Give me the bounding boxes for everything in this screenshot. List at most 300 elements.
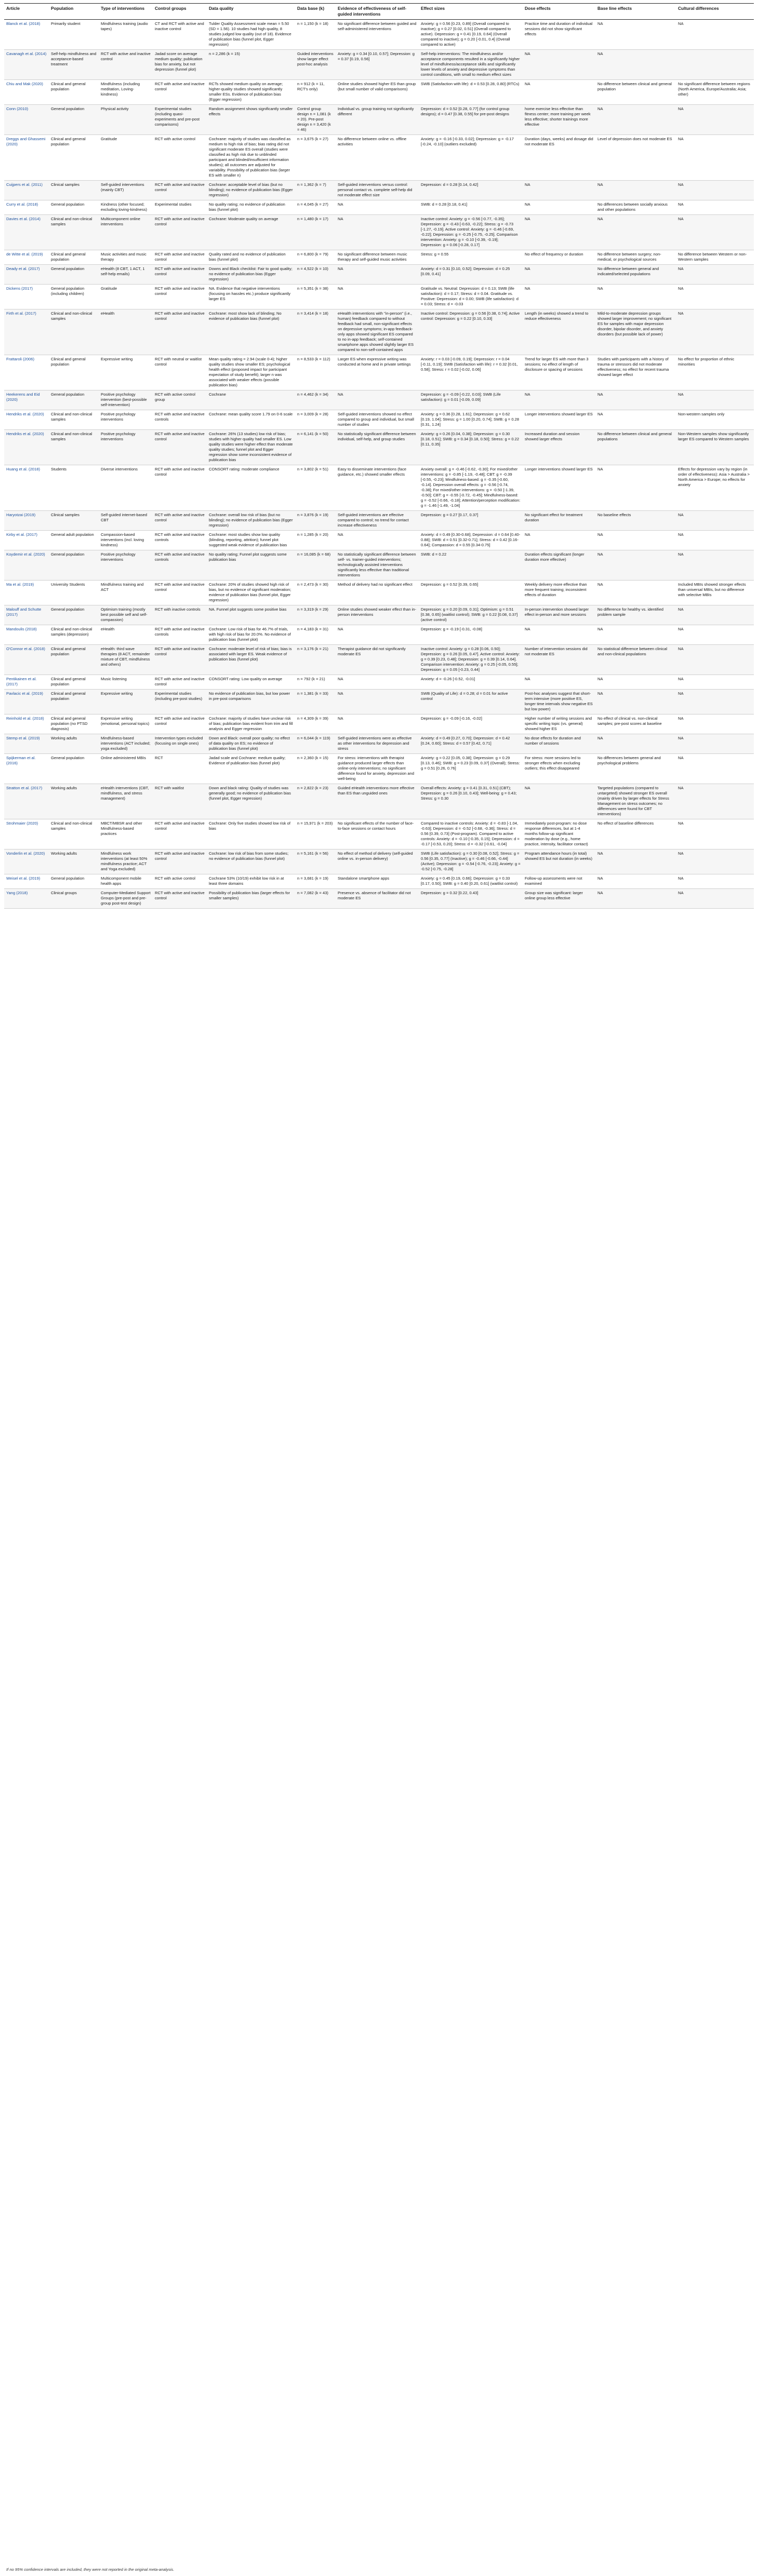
table-cell: n = 792 (k = 21) [297,677,325,681]
table-cell: General population [51,106,85,111]
table-cell: SWB (Quality of Life): d = 0.28; d = 0.01 for active control [421,691,508,701]
table-cell: General population [51,392,85,397]
table-row [4,80,754,105]
article-citation-cell: Vonderlin et al. (2020) [6,851,45,856]
table-cell: NA [678,691,684,696]
table-cell: NA [597,876,603,881]
table-cell: Immediately post-program: no dose response differences, but at 1-4 months follow-up significant moderation by dose (e.g., home practice, intensity, facilitator contact) [525,821,588,846]
table-cell: Stress: g = 0.55 [421,252,449,257]
table-cell: Cochrane: low risk of bias from some studies; no evidence of publication bias (funnel plot) [209,851,289,861]
table-cell: Anxiety: g = 0.56 [0.23, 0.89] (Overall compared to inactive); g = 0.27 [0.02, 0.51] (Overall compared to active). Depression: g = 0.41 [0.19, 0.64] (Overall compared to inactive); g = 0.20 [-0.01, 0.4] (Overall compared to active) [421,21,511,47]
table-cell: Effects for depression vary by region (in order of effectiveness): Asia > Australia > North America > Europe; no effects for anxiety [678,467,750,487]
table-cell: Clinical and non-clinical samples [51,431,92,441]
article-citation-cell: Hendriks et al. (2020) [6,431,44,436]
table-cell: Inactive control: Anxiety: g = 0.28 [0.06, 0.50]; Depression: g = 0.26 [0.05, 0.47]. Active control: Anxiety: g = 0.39 [0.23, 0.48]; Depression: g = 0.39 [0.14, 0.64]. Comparison intervention: Anxiety: g = 0.25 [-0.05, 0.55]; Depression: g = 0.05 [-0.23, 0.44] [421,646,520,672]
table-footnote: If no 95% confidence intervals are included, they were not reported in the original meta-analysis. [6,2567,175,2572]
table-cell: Cochrane: moderate level of risk of bias; bias is associated with larger ES. Weak evidence of publication bias (funnel plot) [209,646,292,662]
table-cell: Multicomponent mobile health apps [101,876,142,886]
table-cell: Online studies showed higher ES than group (but small number of valid comparisons) [338,82,416,91]
table-cell: NA [525,82,530,86]
table-cell: Positive psychology interventions [101,412,136,422]
table-cell: RCT with active and inactive control [155,512,205,522]
table-cell: RCT with active control group [155,392,195,402]
table-cell: Anxiety: d = 0.49 [0.30-0.68]; Depression: d = 0.64 [0.40-0.88]; SWB: d = 0.51 [0.32-0.71]; Stress: d = 0.42 [0.16-0.64]; Compassion: d = 0.55 [0.34-0.75] [421,532,521,547]
table-cell: Inactive control: Anxiety: g = -0.56 [-0.77, -0.35]; Depression: g = -0.43 [-0.63, -0.22]; Stress: g = -0.73 [-1.27, -0.19]. Active control: Anxiety: g = -0.46 [-0.69, -0.22]; Depression: g = -0.25 [-0.75, -0.25]. Comparison intervention: Anxiety: g = -0.10 [-0.39, -0.19]; Depression: g = 0.06 [-0.28, 0.17] [421,217,518,247]
table-cell: Experimental studies (including pre-post studies) [155,691,203,701]
table-cell: CONSORT rating: Low quality on average [209,677,283,681]
table-cell: Standalone smartphone apps [338,876,390,881]
table-cell: Non-Western samples show significantly larger ES compared to Western samples [678,431,749,441]
table-cell: Anxiety: d = 0.49 [0.27, 0.70]; Depression: d = 0.42 [0.24, 0.60]; Stress: d = 0.57 [0.42, 0.71] [421,736,510,746]
table-cell: n = 3,009 (k = 28) [297,412,328,416]
table-cell: Self-help interventions: The mindfulness and/or acceptance components resulted in a significantly higher level of mindfulness/acceptance skills and significantly lower levels of anxiety and depressive symptoms than control conditions, with small to medium effect sizes [421,51,520,77]
table-cell: RCT with active and inactive control [155,252,205,262]
article-citation-cell: Yang (2018) [6,891,28,895]
table-cell: RCT with active and inactive control [155,467,205,477]
table-cell: Follow-up assessments were not examined [525,876,582,886]
table-cell: n = 4,309 (k = 39) [297,716,328,721]
article-citation-cell: Mandoulis (2018) [6,627,37,631]
table-cell: RCT with active control [155,137,195,141]
table-cell: NA [597,691,603,696]
table-cell: RCT with active and inactive control [155,851,205,861]
table-cell: No effect of clinical vs. non-clinical samples; pre-post scores at baseline [597,716,662,726]
table-cell: Cochrane [209,392,226,397]
table-cell: Positive psychology interventions [101,552,136,562]
table-cell: NA [597,552,603,557]
table-cell: RCT with active control [155,876,195,881]
table-cell: Self-guided interventions (mainly CBT) [101,182,144,192]
table-cell: Depression: g = 0.32 [0.22, 0.43] [421,891,478,895]
table-cell: NA [678,512,684,517]
table-cell: Trend for larger ES with more than 3 sessions; no effect of length of disclosure or spacing of sessions [525,357,589,372]
table-cell: NA [678,851,684,856]
table-cell: Mindfulness-based interventions (ACT included; yoga excluded) [101,736,151,751]
table-cell: No evidence of publication bias, but low power in pre-post comparisons [209,691,290,701]
table-cell: Depression: g = 0.27 [0.17, 0.37] [421,512,478,517]
table-cell: Random assignment shows significantly smaller effects [209,106,293,116]
table-cell: RCT with active and inactive control [155,182,205,192]
table-cell: NA [525,677,530,681]
table-cell: NA [597,851,603,856]
table-cell: No quality rating; no evidence of publication bias (funnel plot) [209,202,285,212]
table-row [4,754,754,784]
table-cell: Anxiety: r = 0.03 [-0.09, 0.19]; Depression: r = 0.04 [-0.11, 0.19]; SWB (Satisfaction with life): r = 0.32 [0.01, 0.58]; Stress: r = 0.02 [-0.02, 0.06] [421,357,518,372]
table-cell: NA [678,716,684,721]
table-cell: Clinical and non-clinical samples [51,311,92,321]
table-cell: NA [338,677,343,681]
column-header: Evidence of effectiveness of self-guided interventions [336,4,419,20]
table-cell: Experimental studies (including quasi-experiments and pre-post comparisons) [155,106,200,127]
table-cell: For stress: more sessions led to stronger effects when excluding outliers; this effect disappeared [525,756,581,771]
article-citation-cell: Reinhold et al. (2018) [6,716,44,721]
table-cell: n = 3,681 (k = 19) [297,876,328,881]
table-cell: No difference between Western or non-Western samples [678,252,747,262]
table-cell: NA [678,552,684,557]
table-cell: NA [338,202,343,207]
table-cell: NA [525,266,530,271]
table-row [4,135,754,181]
table-cell: NA [678,646,684,651]
table-cell: NA [525,182,530,187]
table-cell: n = 4,183 (k = 31) [297,627,328,631]
table-cell: RCT with active and inactive control [155,217,205,226]
table-cell: Number of intervention sessions did not moderate ES [525,646,588,656]
table-cell: Gratitude [101,137,117,141]
article-citation-cell: Curry et al. (2018) [6,202,38,207]
table-cell: Guided eHealth interventions more effective than ES than unguided ones [338,786,415,795]
table-cell: NA [678,876,684,881]
table-cell: No difference between clinical and general populations [597,431,672,441]
table-cell: Mindfulness training and ACT [101,582,144,592]
table-cell: No quality rating; Funnel plot suggests some publication bias [209,552,287,562]
table-cell: RCT with active and inactive control [155,677,205,686]
table-row [4,819,754,849]
article-citation-cell: Cavanagh et al. (2014) [6,51,47,56]
table-cell: RCT with neutral or waitlist control [155,357,202,367]
table-cell: Cochrane: Low risk of bias for 46.7% of trials, with high risk of bias for 20.0%. No evidence of publication bias (funnel plot) [209,627,291,642]
table-row [4,849,754,874]
table-cell: No significant difference between guided and self-administered interventions [338,21,417,31]
table-cell [676,50,754,80]
table-cell: Down and Black: overall poor quality; no effect of data quality on ES; no evidence of publication bias (funnel plot) [209,736,290,751]
table-cell: Down and black rating: Quality of studies was generally good; no evidence of publication bias (funnel plot, Egger regression) [209,786,291,801]
table-cell: Individual vs. group training not significantly different [338,106,414,116]
table-cell: CONSORT rating: moderate compliance [209,467,280,471]
table-cell: Anxiety: g = 0.26 [0.04, 0.38]; Depression: g = 0.30 [0.18, 0.51]; SWB: g = 0.34 [0.18, 0.50]; Stress: g = 0.22 [0.11, 0.35] [421,431,520,447]
table-cell: Program attendance hours (in total) showed ES but not duration (in weeks) [525,851,593,861]
table-cell: n = 3,802 (k = 51) [297,467,328,471]
table-cell: Self-guided interventions showed no effect compared to group and individual, but small number of studies [338,412,414,427]
table-cell: SWB (Satisfaction with life): d = 0.53 [0.28, 0.80] (RTCs) [421,82,520,86]
table-cell: No differences between general and psychological problems [597,756,661,765]
table-cell: Jadad score on average medium quality; publication bias for anxiety, but not depression (funnel plot) [155,51,203,72]
table-cell: Overall effects: Anxiety: g = 0.41 [0.31, 0.51] (CBT); Depression: g = 0.26 [0.10, 0.43]; Well-being: g = 0.43; Stress: g = 0.30 [421,786,517,801]
table-cell: NA [525,286,530,291]
table-row [4,874,754,889]
table-row [4,784,754,819]
column-header: Effect sizes [419,4,523,20]
table-cell: Self-guided interventions were as effective as other interventions for depression and stress [338,736,412,751]
table-cell: No effect for proportion of ethnic minorities [678,357,735,367]
table-row [4,355,754,390]
table-cell: RCT with active and inactive control [155,582,205,592]
column-header: Dose effects [523,4,595,20]
table-cell: Method of delivery had no significant effect [338,582,413,587]
table-cell: NA [597,627,603,631]
table-cell: n = 6,044 (k = 119) [297,736,330,740]
table-cell: NA [525,532,530,537]
table-row [4,410,754,430]
table-cell: NA [525,51,530,56]
table-cell: Cochrane: most show lack of blinding; No evidence of publication bias (funnel plot) [209,311,282,321]
table-cell: NA [597,891,603,895]
table-cell: Self-guided internet-based CBT [101,512,148,522]
table-cell: Weekly delivery more effective than more frequent training; inconsistent effects of duration [525,582,587,597]
table-cell: n = 2,286 (k = 15) [209,51,240,56]
table-cell: eHealth: third wave therapies (8 ACT, remainder mixture of CBT, mindfulness and others) [101,646,150,667]
article-citation-cell: de Witte et al. (2019) [6,252,43,257]
table-cell: Clinical samples [51,512,79,517]
article-citation-cell: Pavlacic et al. (2019) [6,691,43,696]
table-cell: n = 6,800 (k = 79) [297,252,328,257]
table-cell: Mindfulness training (audio tapes) [101,21,148,31]
table-cell: RCT with active and inactive control [155,431,205,441]
article-citation-cell: Firth et al. (2017) [6,311,36,316]
table-cell: Depression: g = -0.19 [-0.31, -0.08] [421,627,482,631]
table-cell: Anxiety: g = 0.45 [0.19, 0.66]; Depression: g = 0.33 [0.17, 0.50]; SWB: g = 0.40 [0.20, 0.61] (waitlist control) [421,876,518,886]
table-cell: n = 4,045 (k = 27) [297,202,328,207]
table-row [4,50,754,80]
table-cell: SWB: d = 0.28 [0.18, 0.41] [421,202,468,207]
table-cell: n = 7,082 (k = 43) [297,891,328,895]
table-cell: n = 1,362 (k = 7) [297,182,326,187]
table-cell: RCT with active and inactive control [155,286,205,296]
article-citation-cell: Haryotzai (2019) [6,512,36,517]
table-cell: Clinical groups [51,891,77,895]
table-cell: No dose effects for duration and number of sessions [525,736,581,746]
table-cell: NA [678,286,684,291]
table-row [4,531,754,550]
table-row [4,265,754,285]
table-cell: NA [678,266,684,271]
article-citation-cell: Huang et al. (2018) [6,467,41,471]
table-cell: Anxiety: g = -0.16 [-0.33, 0.02]; Depression: g = -0.17 [-0.24, -0.10] (outliers excluded) [421,137,514,146]
table-cell: Anxiety: d = 0.31 [0.10, 0.52]; Depression: d = 0.25 [0.09, 0.41] [421,266,510,276]
article-citation-cell: Chiu and Mak (2020) [6,82,43,86]
article-citation-cell: Stratton et al. (2017) [6,786,43,790]
table-row [4,215,754,250]
table-cell: Targeted populations (compared to untargeted) showed stronger ES overall (mainly driven by larger effects for Stress Management on stress outcomes; no differences were found for CBT interventions) [597,786,669,816]
table-cell: Physical activity [101,106,129,111]
article-citation-cell: Cuijpers et al. (2011) [6,182,43,187]
table-row [4,550,754,581]
table-cell: NA [525,786,530,790]
table-cell: n = 1,480 (k = 17) [297,217,328,221]
table-cell: NA [678,217,684,221]
table-cell: Compared to inactive controls: Anxiety: d = -0.83 [-1.04, -0.63]; Depression: d = -0.52 [-0.68, -0.36]; Stress: d = 0.56 [0.39, 0.73] (Post-program). Compared to active controls: Anxiety: d = -0.10 [-0.35, 0.15]; Depression: d = -0.17 [-0.53, 0.20]; Stress: d = -0.32 [-0.61, -0.04] [421,821,520,846]
table-cell: Longer interventions showed larger ES [525,467,593,471]
table-cell: Length (in weeks) showed a trend to reduce effectiveness [525,311,589,321]
table-cell: Positive psychology intervention (best-possible self-intervention) [101,392,147,407]
table-cell: NA [338,392,343,397]
table-cell: Students [51,467,67,471]
table-row [4,390,754,410]
article-citation-cell: Ma et al. (2019) [6,582,34,587]
table-cell: General population [51,756,85,760]
table-cell: General population (including children) [51,286,85,296]
table-cell: No significant difference between music therapy and self-guided music activities [338,252,407,262]
table-cell: No difference between general and indicated/selected populations [597,266,659,276]
table-cell: NA [338,266,343,271]
table-cell: Clinical and general population [51,137,86,146]
table-cell: RCT with active and inactive control [101,51,151,61]
table-cell: No differences between socially anxious and other populations [597,202,668,212]
table-cell: Depression: g = 0.52 [0.39, 0.65] [421,582,478,587]
table-cell: Music activities and music therapy [101,252,147,262]
table-cell: Intervention types excluded (focusing on single ones) [155,736,203,746]
table-cell: Music listening [101,677,127,681]
table-cell: Inactive control: Depression: g = 0.56 [0.38, 0.74]; Active control: Depression: g = 0.22 [0.10, 0.33] [421,311,520,321]
table-cell: Cochrane: mean quality score 1.79 on 0-6 scale [209,412,293,416]
table-cell: NA [597,286,603,291]
table-cell: n = 2,822 (k = 23) [297,786,328,790]
table-row [4,714,754,734]
table-cell: Control group design n = 1,081 (k = 20). Pre-post design n = 3,420 (k = 46) [297,106,331,132]
table-row [4,675,754,690]
article-citation-cell: Deady et al. (2017) [6,266,40,271]
article-citation-cell: Conn (2010) [6,106,29,111]
table-row [4,605,754,625]
table-cell: Cochrane: Only five studies showed low risk of bias [209,821,291,831]
table-cell: n = 4,462 (k = 34) [297,392,328,397]
table-cell: Anxiety: g = 0.34 [0.10, 0.57]; Depression: g = 0.37 [0.19, 0.56] [338,51,415,61]
table-row [4,645,754,675]
table-cell: NA [678,106,684,111]
article-citation-cell: Blanck et al. (2018) [6,21,41,26]
table-cell: Cochrane: 26% (13 studies) low risk of bias; studies with higher quality had smaller ES. Low quality studies were higher effect than moderate quality studies; funnel plot and Egger regression show some inconsistent evidence of publication bias [209,431,293,462]
table-cell: NA [678,202,684,207]
table-cell: NA [338,532,343,537]
table-cell: Compassion-based interventions (incl. loving kindness) [101,532,144,547]
table-cell: RCT with active and inactive controls [155,552,205,562]
table-cell: Clinical and general population [51,252,86,262]
table-cell: Cochrane: overall low risk of bias (but no blinding); no evidence of publication bias (Egger regression) [209,512,293,528]
table-cell: Higher number of writing sessions and specific writing topic (vs. general) showed higher ES [525,716,592,731]
table-row [4,581,754,605]
table-cell: Multicomponent online interventions [101,217,140,226]
table-cell: RCT with active and inactive controls [155,412,205,422]
table-row [4,200,754,215]
table-cell: CT and RCT with active and inactive control [155,21,204,31]
table-cell: Longer interventions showed larger ES [525,412,593,416]
table-cell: Guided interventions show larger effect post-hoc analysis [297,51,334,66]
article-citation-cell: Dickens (2017) [6,286,33,291]
table-cell: NA [597,736,603,740]
column-header: Data quality [207,4,295,20]
column-header: Cultural differences [676,4,754,20]
table-cell: Depression: d = 0.52 [0.28, 0.77] (for control group designs); d = 0.47 [0.38, 0.55] for pre-post designs [421,106,510,116]
table-cell: Experimental studies [155,202,192,207]
table-cell: Anxiety: g = 0.22 [0.05, 0.38]; Depression: g = 0.29 [0.13, 0.46]; SWB: g = 0.23 [0.09, 0.37] (Overall); Stress: g = 0.51 [0.26, 0.76] [421,756,520,771]
table-cell: eHealth [101,627,115,631]
table-cell: NA [525,627,530,631]
table-cell: No difference between surgery; non-medical, or psychological sources [597,252,661,262]
table-row [4,465,754,511]
table-cell: n = 15,971 (k = 203) [297,821,333,826]
table-cell: n = 5,351 (k = 38) [297,286,328,291]
table-cell: NA [525,217,530,221]
table-cell: Clinical and non-clinical samples [51,217,92,226]
table-cell: n = 3,319 (k = 29) [297,607,328,612]
table-cell: n = 8,533 (k = 112) [297,357,330,361]
table-cell: n = 1,381 (k = 33) [297,691,328,696]
table-cell: NA [678,607,684,612]
table-cell: RCT with active and inactive control [155,82,205,91]
table-cell: Cochrane: majority of studies was classified as medium to high risk of bias; bias rating did not significant moderate ES overall (studies were classified as high risk due to unblinded participant and blinded/insufficient information studies); all outcomes are adjusted for variability. Possibility of publication bias (larger ES with smaller n) [209,137,291,178]
table-cell: Gratitude [101,286,117,291]
table-cell: University Students [51,582,85,587]
table-cell: NA [678,756,684,760]
table-cell: NA [678,891,684,895]
table-cell: Studies with participants with a history of trauma or stressors did not moderate effectiveness; no effect for recent trauma showed larger effect [597,357,669,377]
table-cell: Larger ES when expressive writing was conducted at home and in private settings [338,357,411,367]
article-citation-cell: Strohmaier (2020) [6,821,38,826]
table-cell: Self-guided interventions versus control: personal contact vs. complete self-help did not moderate effect size [338,182,413,197]
table-cell: No effect of baseline differences [597,821,654,826]
table-cell: NA [678,182,684,187]
table-cell: Quality rated and no evidence of publication bias (funnel plot) [209,252,286,262]
table-cell: n = 3,176 (k = 21) [297,646,328,651]
table-cell: NA [338,691,343,696]
table-cell: Clinical and general population [51,82,86,91]
table-cell: Cochrane 53% (10/19) exhibit low risk in at least three domains [209,876,284,886]
table-cell: Level of depression does not moderate ES [597,137,672,141]
table-cell: Duration effects significant (longer duration more effective) [525,552,584,562]
table-cell: Expressive writing [101,357,133,361]
table-cell: Mean quality rating = 2.94 (scale 0-4); higher quality studies show smaller ES; psychological health effect (proposed impact for participant expectation of study benefit); larger n was associated with weaker effects (possible publication bias) [209,357,290,387]
table-cell: RCT with active and inactive controls [155,532,205,542]
table-cell: No statistical difference between clinical and non-clinical populations [597,646,668,656]
table-cell: Depression: g = -0.09 [-0.16, -0.02] [421,716,482,721]
table-cell: NA [525,392,530,397]
table-cell: Clinical and non-clinical samples [51,821,92,831]
table-row [4,250,754,265]
table-row [4,181,754,200]
article-citation-cell: Pentikainen et al. (2017) [6,677,37,686]
table-row [4,20,754,50]
table-cell: n = 16,085 (k = 68) [297,552,331,557]
table-cell: NA [597,21,603,26]
table-cell: Online studies showed weaker effect than in-person interventions [338,607,416,617]
table-cell: SWB (Life satisfaction): g = 0.30 [0.08, 0.52]; Stress: g = 0.56 [0.35, 0.77] (Inactive); g = -0.46 [-0.66, -0.44] (Active); Depression: g = -0.54 [-0.76, -0.23]; Anxiety: g = -0.52 [-0.75, -0.28] [421,851,521,871]
table-cell: RCT with active and inactive control [155,311,205,321]
table-cell: RCT with active and inactive control [155,646,205,656]
table-cell: RCT with active and inactive control [155,891,205,900]
table-cell: No statistically significant difference between self- vs. trainer-guided interventions; technologically assisted interventions significantly less effective than traditional interventions [338,552,416,577]
table-cell: RCT with active and inactive control [155,266,205,276]
table-cell: NA [338,716,343,721]
table-cell: Presence vs. absence of facilitator did not moderate ES [338,891,411,900]
table-cell: n = 2,360 (k = 15) [297,756,328,760]
table-cell: Practice time and duration of individual sessions did not show significant effects [525,21,593,36]
table-cell: RCTs showed medium quality on average; higher-quality studies showed significantly smaller ESs. Evidence of publication bias (Egger regression) [209,82,283,102]
table-cell: Working adults [51,736,77,740]
table-cell: MBCT/MBSR and other Mindfulness-based practices [101,821,142,836]
table-cell: Anxiety: g = 0.36 [0.28, 1.61]; Depression: g = 0.62 [0.19, 1.04]; Stress: g = 1.00 [0.20, 0.74]; SWB: g = 0.28 [0.31, 1.24] [421,412,520,427]
table-cell: Clinical and general population (no PTSD diagnosis) [51,716,88,731]
table-cell: NA [678,311,684,316]
table-cell: NA [678,627,684,631]
table-cell: RCT with waitlist [155,786,184,790]
table-cell: Depression: g = 0.20 [0.09, 0.31]; Optimism: g = 0.51 [0.38, 0.65] (waitlist control); SWB: g = 0.22 [0.08, 0.37] (active control) [421,607,518,622]
table-cell: Clinical and non-clinical samples [51,412,92,422]
table-cell: NA [597,106,603,111]
table-cell: Clinical and general population [51,357,86,367]
table-row [4,734,754,754]
table-cell: NA. Funnel plot suggests some positive bias [209,607,287,612]
table-cell: RCT with active and inactive control [155,716,205,726]
table-cell: n = 1,285 (k = 20) [297,532,328,537]
table-cell: No difference for healthy vs. identified problem sample [597,607,663,617]
table-cell: In-person intervention showed larger effect in-person and more sessions [525,607,589,617]
table-cell: NA [597,51,603,56]
table-cell: eHealth [101,311,115,316]
table-cell: n = 912 (k = 11, RCT's only) [297,82,325,91]
table-cell: Positive psychology interventions [101,431,136,441]
table-cell: Anxiety overall: g = -0.46 [-0.62, -0.30]; For mixed/other interventions: g = -0.85 [-1.19, -0.48]; CBT: g = -0.39 [-0.55, -0.23]; Mindfulness-based: g = -0.35 [-0.60, -0.14]. Depression overall effects: g = -0.56 [-0.74, -0.38]; For mixed/other interventions: g = -0.50 [-1.39, -0.50]; CBT: g = -0.55 [-0.72, -0.45]; Mindfulness-based: g = -0.52 [-0.66, -0.18]; Attention/perception modification: g = -1.46 [-1.49, -1.04] [421,467,521,508]
table-cell: NA [597,582,603,587]
